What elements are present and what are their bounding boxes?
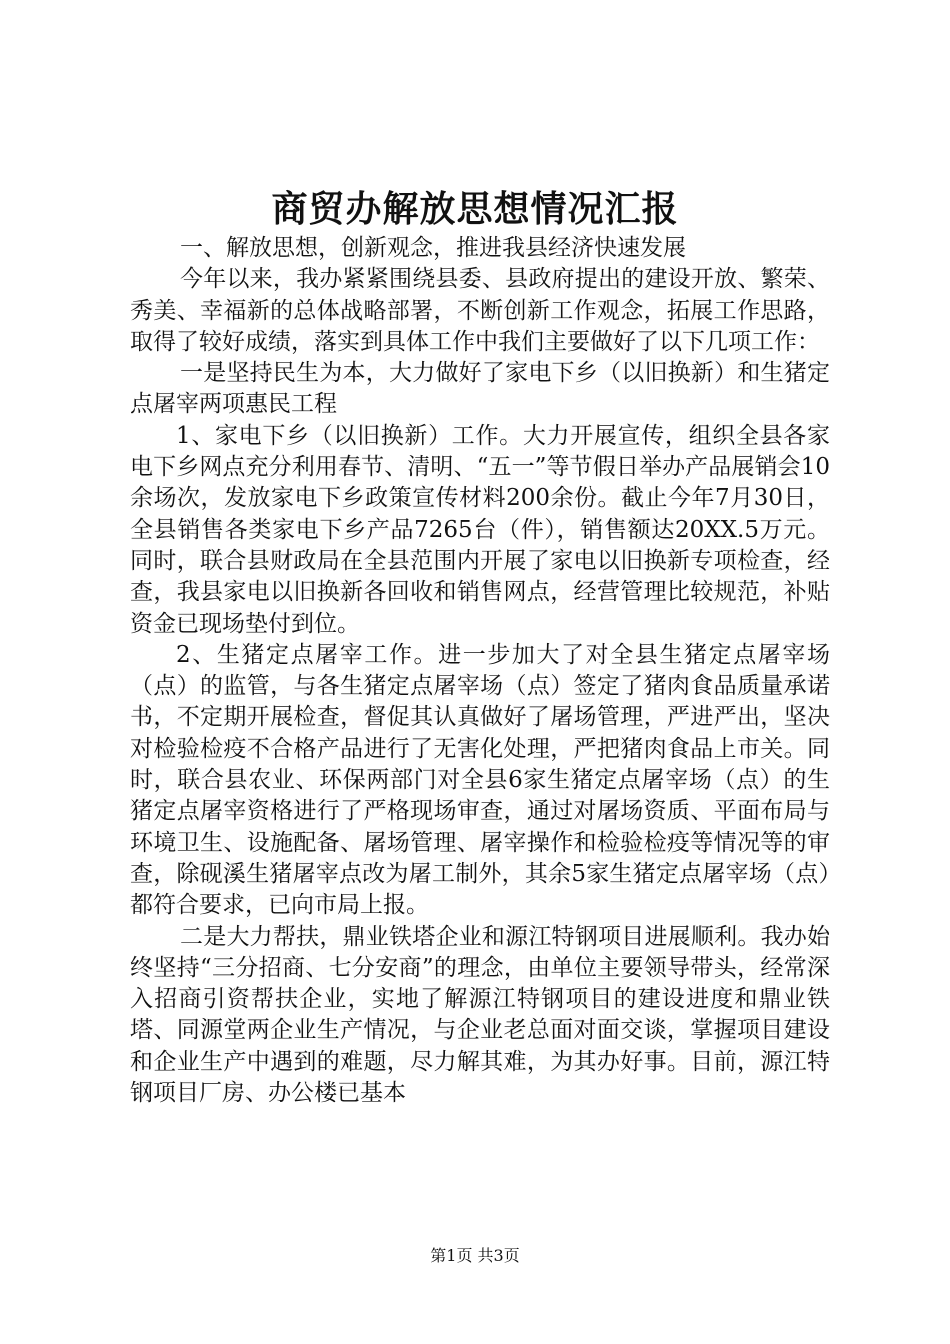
paragraph-intro: 今年以来，我办紧紧围绕县委、县政府提出的建设开放、繁荣、秀美、幸福新的总体战略部署，不断创新工作观念，拓展工作思路，取得了较好成绩，落实到具体工作中我们主要做好了以下几项工作： <box>130 266 830 355</box>
page-footer: 第1页 共3页 <box>430 1246 520 1265</box>
document-body <box>130 233 830 1109</box>
section-heading-1: 一、解放思想，创新观念，推进我县经济快速发展 <box>180 235 686 261</box>
paragraph-home-appliances: 1、家电下乡（以旧换新）工作。大力开展宣传，组织全县各家电下乡网点充分利用春节、清明、“五一”等节假日举办产品展销会10余场次，发放家电下乡政策宣传材料200余份。截止今年7月30日，全县销售各类家电下乡产品7265台（件），销售额达20XX.5万元。同时，联合县财政局在全县范围内开展了家电以旧换新专项检查，经查，我县家电以旧换新各回收和销售网点，经营管理比较规范，补贴资金已现场垫付到位。 <box>130 422 830 637</box>
paragraph-point-2: 二是大力帮扶，鼎业铁塔企业和源江特钢项目进展顺利。我办始终坚持“三分招商、七分安商”的理念，由单位主要领导带头，经常深入招商引资帮扶企业，实地了解源江特钢项目的建设进度和鼎业铁塔、同源堂两企业生产情况，与企业老总面对面交谈，掌握项目建设和企业生产中遇到的难题，尽力解其难，为其办好事。目前，源江特钢项目厂房、办公楼已基本 <box>130 923 830 1107</box>
paragraph-pig-slaughter: 2、生猪定点屠宰工作。进一步加大了对全县生猪定点屠宰场（点）的监管，与各生猪定点屠宰场（点）签定了猪肉食品质量承诺书，不定期开展检查，督促其认真做好了屠场管理，严进严出，坚决对检验检疫不合格产品进行了无害化处理，严把猪肉食品上市关。同时，联合县农业、环保两部门对全县6家生猪定点屠宰场（点）的生猪定点屠宰资格进行了严格现场审查，通过对屠场资质、平面布局与环境卫生、设施配备、屠场管理、屠宰操作和检验检疫等情况等的审查，除砚溪生猪屠宰点改为屠工制外，其余5家生猪定点屠宰场（点）都符合要求，已向市局上报。 <box>130 641 830 919</box>
paragraph-point-1: 一是坚持民生为本，大力做好了家电下乡（以旧换新）和生猪定点屠宰两项惠民工程 <box>130 360 830 418</box>
document-title: 商贸办解放思想情况汇报 <box>271 188 679 230</box>
